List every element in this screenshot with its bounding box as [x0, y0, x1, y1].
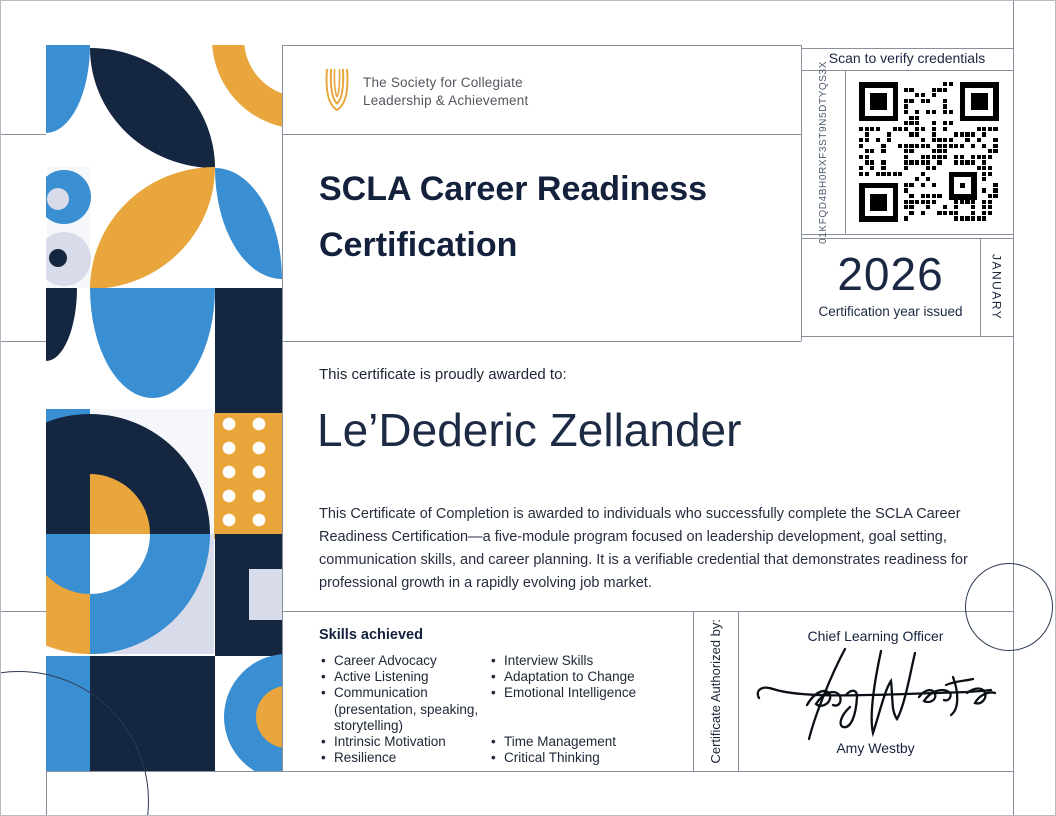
frame-line [282, 45, 283, 771]
frame-line [845, 70, 846, 234]
scan-to-verify-label: Scan to verify credentials [828, 50, 986, 66]
pattern-shape [215, 288, 282, 413]
pattern-shape [90, 48, 215, 168]
pattern-shape [215, 168, 282, 279]
signer-name: Amy Westby [836, 740, 915, 756]
skill-item: • Emotional Intelligence [489, 685, 669, 701]
org-name-line2: Leadership & Achievement [363, 93, 529, 108]
frame-line [801, 48, 1013, 49]
pattern-shape [46, 288, 77, 361]
recipient-name: Le’Dederic Zellander [317, 404, 742, 456]
decorative-pattern [46, 45, 282, 771]
skill-item: • Resilience [319, 750, 487, 766]
skill-item: • Time Management [489, 734, 669, 750]
skill-item: • Critical Thinking [489, 750, 669, 766]
qr-code [859, 82, 999, 222]
issue-month: JANUARY [989, 253, 1004, 321]
certificate-title: SCLA Career Readiness Certification [319, 170, 708, 264]
skill-item: • Intrinsic Motivation [319, 734, 487, 750]
frame-line [46, 771, 1013, 772]
pattern-shape [46, 45, 90, 133]
org-name [363, 74, 528, 110]
frame-line [801, 336, 1013, 337]
pattern-shape [90, 167, 215, 289]
award-intro: This certificate is proudly awarded to: [319, 366, 567, 383]
credential-serial: 01KFQD4BH0RXF3ST9N5DTYQS3X [817, 60, 829, 244]
skill-item: • Interview Skills [489, 653, 669, 669]
frame-line [1, 611, 46, 612]
org-name-line1: The Society for Collegiate [363, 75, 523, 90]
pattern-shape [210, 413, 282, 539]
frame-line [282, 611, 1013, 612]
pattern-shape [46, 409, 90, 534]
frame-line [1, 341, 46, 342]
skill-item: • Active Listening [319, 669, 487, 685]
pattern-shape [46, 534, 90, 654]
pattern-shape [90, 288, 215, 398]
skill-spacer [489, 702, 669, 734]
skills-col2 [489, 653, 669, 766]
frame-line [1, 134, 46, 135]
signer-title: Chief Learning Officer [807, 628, 944, 644]
skill-item: • Communication (presentation, speaking, storytelling) [319, 685, 487, 734]
award-description: This Certificate of Completion is awarded to individuals who successfully complete the SCLA Career Readiness Certification—a five-module program focused on leadership development, goal setting, communication skills, and career planning. It is a verifiable credential that demonstrates readiness for professional growth in a rapidly evolving job market. [319, 506, 968, 591]
frame-line [1013, 1, 1014, 816]
pattern-shape [90, 409, 214, 534]
issue-year: 2026 [837, 248, 944, 300]
signature-image [753, 641, 1003, 746]
skill-item: • Career Advocacy [319, 653, 487, 669]
skill-item: • Adaptation to Change [489, 669, 669, 685]
skills-heading: Skills achieved [319, 627, 423, 643]
authorized-by-label: Certificate Authorized by: [708, 618, 723, 764]
org-logo-icon [319, 67, 355, 118]
frame-line [282, 341, 801, 342]
decorative-circle [965, 563, 1053, 651]
frame-line [801, 234, 1013, 235]
pattern-shape [212, 45, 282, 129]
pattern-shape [249, 569, 282, 620]
pattern-shape [47, 188, 69, 210]
issue-year-caption: Certification year issued [818, 304, 963, 319]
skills-col1 [319, 653, 487, 766]
frame-line [282, 134, 801, 135]
pattern-shape [49, 249, 67, 267]
pattern-shape [90, 534, 214, 654]
